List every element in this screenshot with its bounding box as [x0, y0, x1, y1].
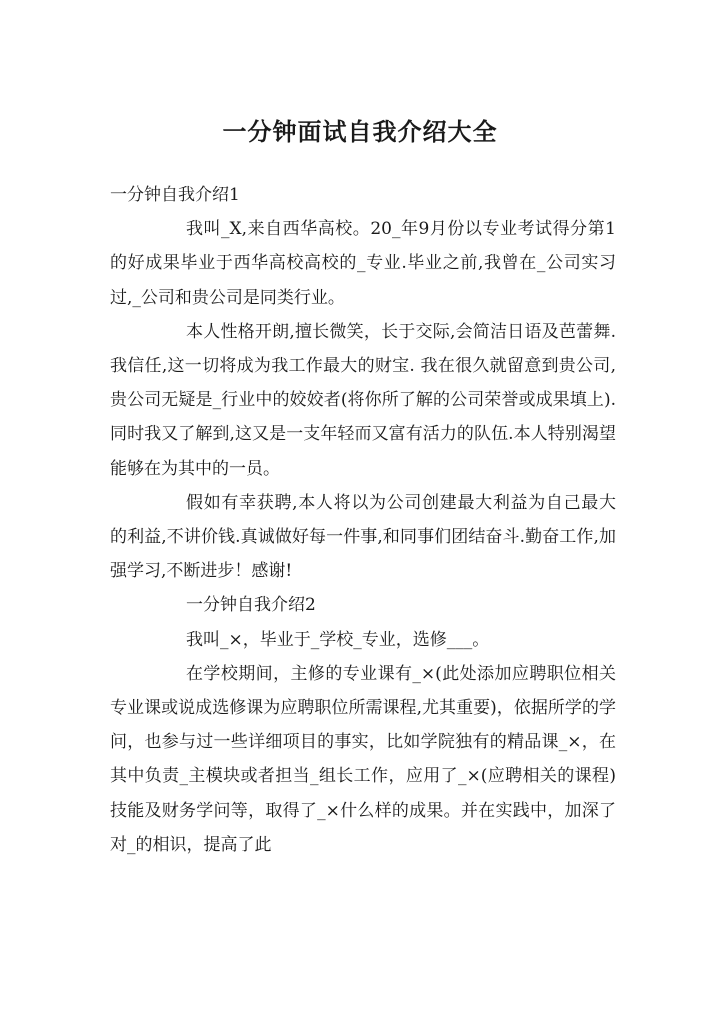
paragraph: 本人性格开朗,擅长微笑，长于交际,会简洁日语及芭蕾舞.我信任,这一切将成为我工作最大的财宝. 我在很久就留意到贵公司,贵公司无疑是_行业中的姣姣者(将你所了解的公司荣誉或成果填上).同时我又了解到,这又是一支年轻而又富有活力的队伍.本人特别渴望能够在为其中的一员。 — [110, 321, 616, 479]
document-body — [110, 178, 616, 862]
section-heading-2: 一分钟自我介绍2 — [186, 595, 316, 616]
paragraph: 假如有幸获聘,本人将以为公司创建最大利益为自己最大的利益,不讲价钱.真诚做好每一件事,和同事们团结奋斗.勤奋工作,加强学习,不断进步！感谢! — [110, 492, 616, 582]
paragraph: 我叫_X,来自西华高校。20_年9月份以专业考试得分第1的好成果毕业于西华高校高校的_专业.毕业之前,我曾在_公司实习过,_公司和贵公司是同类行业。 — [110, 219, 616, 308]
paragraph: 在学校期间，主修的专业课有_×(此处添加应聘职位相关专业课或说成选修课为应聘职位所需课程,尤其重要)，依据所学的学问，也参与过一些详细项目的事实，比如学院独有的精品课_×，在其中负责_主模块或者担当_组长工作，应用了_×(应聘相关的课程)技能及财务学问等，取得了_×什么样的成果。并在实践中，加深了对_的相识，提高了此 — [110, 663, 616, 855]
paragraph: 我叫_×，毕业于_学校_专业，选修___。 — [186, 629, 490, 650]
section-heading-1: 一分钟自我介绍1 — [110, 185, 240, 205]
document-title: 一分钟面试自我介绍大全 — [222, 117, 498, 146]
